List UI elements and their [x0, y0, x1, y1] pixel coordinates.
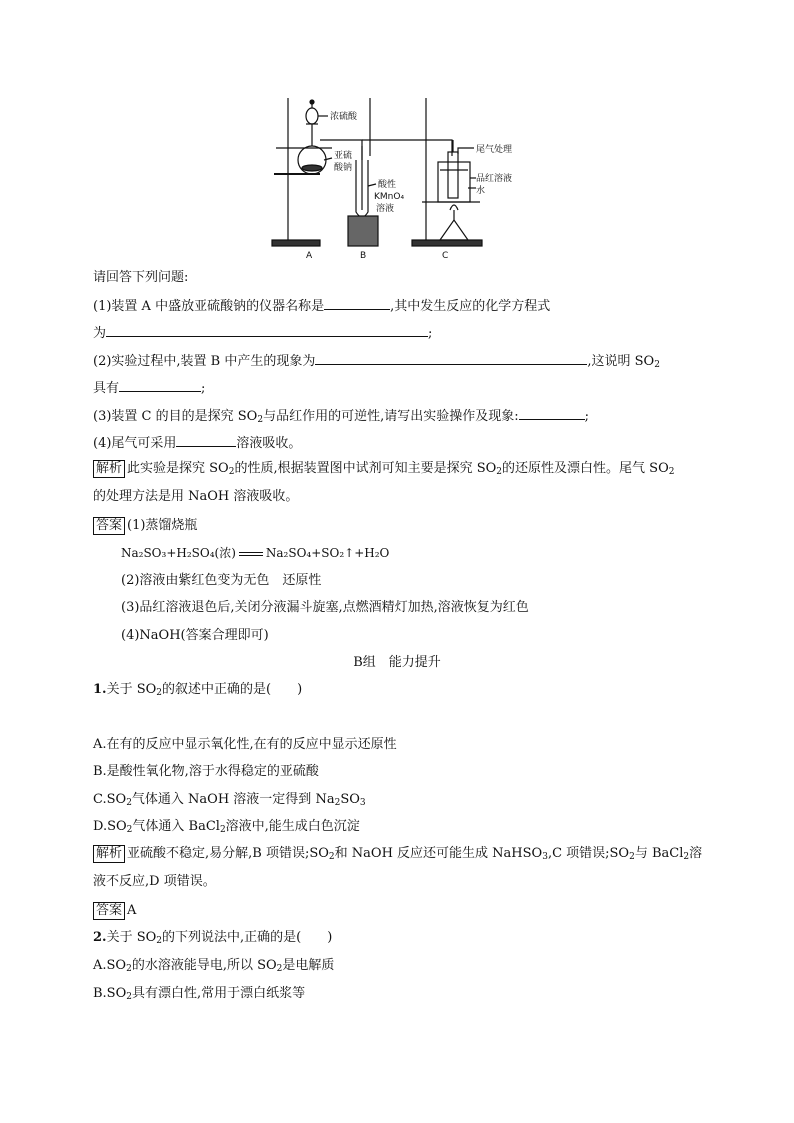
analysis-2-cont: 液不反应,D 项错误。: [93, 874, 216, 889]
answer-1-part3: (3)品红溶液退色后,关闭分液漏斗旋塞,点燃酒精灯加热,溶液恢复为红色: [121, 600, 529, 615]
label-a: A: [306, 251, 313, 261]
label-b: B: [360, 251, 367, 261]
answer-blank: [519, 405, 585, 420]
question-1-cont: 为 ;: [93, 322, 432, 342]
answer-1-part2: (2)溶液由紫红色变为无色 还原性: [121, 573, 322, 588]
question-intro: 请回答下列问题:: [93, 270, 189, 285]
answer-2: 答案 A: [93, 901, 136, 921]
analysis-1-cont: 的处理方法是用 NaOH 溶液吸收。: [93, 489, 299, 504]
label-tail-gas: 尾气处理: [476, 145, 513, 155]
question-1: (1)装置 A 中盛放亚硫酸钠的仪器名称是 ,其中发生反应的化学方程式: [93, 295, 550, 315]
equals-sign: [239, 552, 263, 556]
answer-1-part4: (4)NaOH(答案合理即可): [121, 628, 269, 643]
question-b1: 1.关于 $SO_2$的叙述中正确的是( ): [93, 682, 303, 698]
question-4: (4)尾气可采用 溶液吸收。: [93, 432, 301, 452]
label-acidic: 酸性: [378, 180, 397, 190]
answer-blank: [324, 295, 390, 310]
answer-blank: [315, 350, 587, 365]
section-heading: B组 能力提升: [353, 655, 441, 670]
label-c: C: [442, 251, 449, 261]
label-kmno4: KMnO₄: [374, 192, 405, 202]
analysis-tag: 解析: [93, 845, 125, 863]
label-conc-acid: 浓硫酸: [330, 112, 358, 122]
option-b: B.是酸性氧化物,溶于水得稳定的亚硫酸: [93, 764, 319, 779]
answer-1-equation: Na₂SO₃+H₂SO₄(浓) Na₂SO₄+SO₂↑+H₂O: [121, 546, 390, 560]
analysis-1: 解析 此实验是探究 $SO_2$的性质,根据装置图中试剂可知主要是探究 $SO_2$的还原性及漂白性。尾气 $SO_2$: [93, 459, 674, 479]
answer-tag: 答案: [93, 902, 125, 920]
answer-blank: [176, 432, 236, 447]
answer-tag: 答案: [93, 517, 125, 535]
label-sulfite-2: 酸钠: [334, 163, 353, 173]
option-d: $D.SO_2$气体通入 BaCl$_2$溶液中,能生成白色沉淀: [93, 819, 360, 835]
option-b2-b: $B.SO_2$具有漂白性,常用于漂白纸浆等: [93, 986, 306, 1002]
apparatus-figure: [262, 90, 530, 262]
answer-1: 答案 (1)蒸馏烧瓶: [93, 516, 197, 536]
question-b2: 2.关于 $SO_2$的下列说法中,正确的是( ): [93, 930, 333, 946]
question-2-cont: 具有 ;: [93, 377, 205, 397]
answer-blank: [106, 322, 428, 337]
option-a: A.在有的反应中显示氧化性,在有的反应中显示还原性: [93, 737, 397, 752]
question-3: (3)装置 C 的目的是探究 $SO_2$与品红作用的可逆性,请写出实验操作及现象: ;: [93, 405, 589, 425]
option-c: $C.SO_2$气体通入 NaOH 溶液一定得到 $Na_2SO_3$: [93, 792, 366, 808]
question-2: (2)实验过程中,装置 B 中产生的现象为 ,这说明 $SO_2$: [93, 350, 660, 370]
label-water: 水: [476, 186, 486, 196]
apparatus-diagram: [262, 90, 530, 262]
answer-blank: [119, 377, 201, 392]
label-sulfite-1: 亚硫: [334, 151, 353, 161]
option-b2-a: $A.SO_2$的水溶液能导电,所以 $SO_2$是电解质: [93, 958, 335, 974]
analysis-2: 解析 亚硫酸不稳定,易分解,B 项错误$;SO_2$和 NaOH 反应还可能生成 NaHSO$_3$,C 项错误$;SO_2$与 BaCl$_2$溶: [93, 844, 702, 864]
analysis-tag: 解析: [93, 460, 125, 478]
label-solution: 溶液: [376, 204, 395, 214]
label-pinhong: 品红溶液: [476, 174, 513, 184]
